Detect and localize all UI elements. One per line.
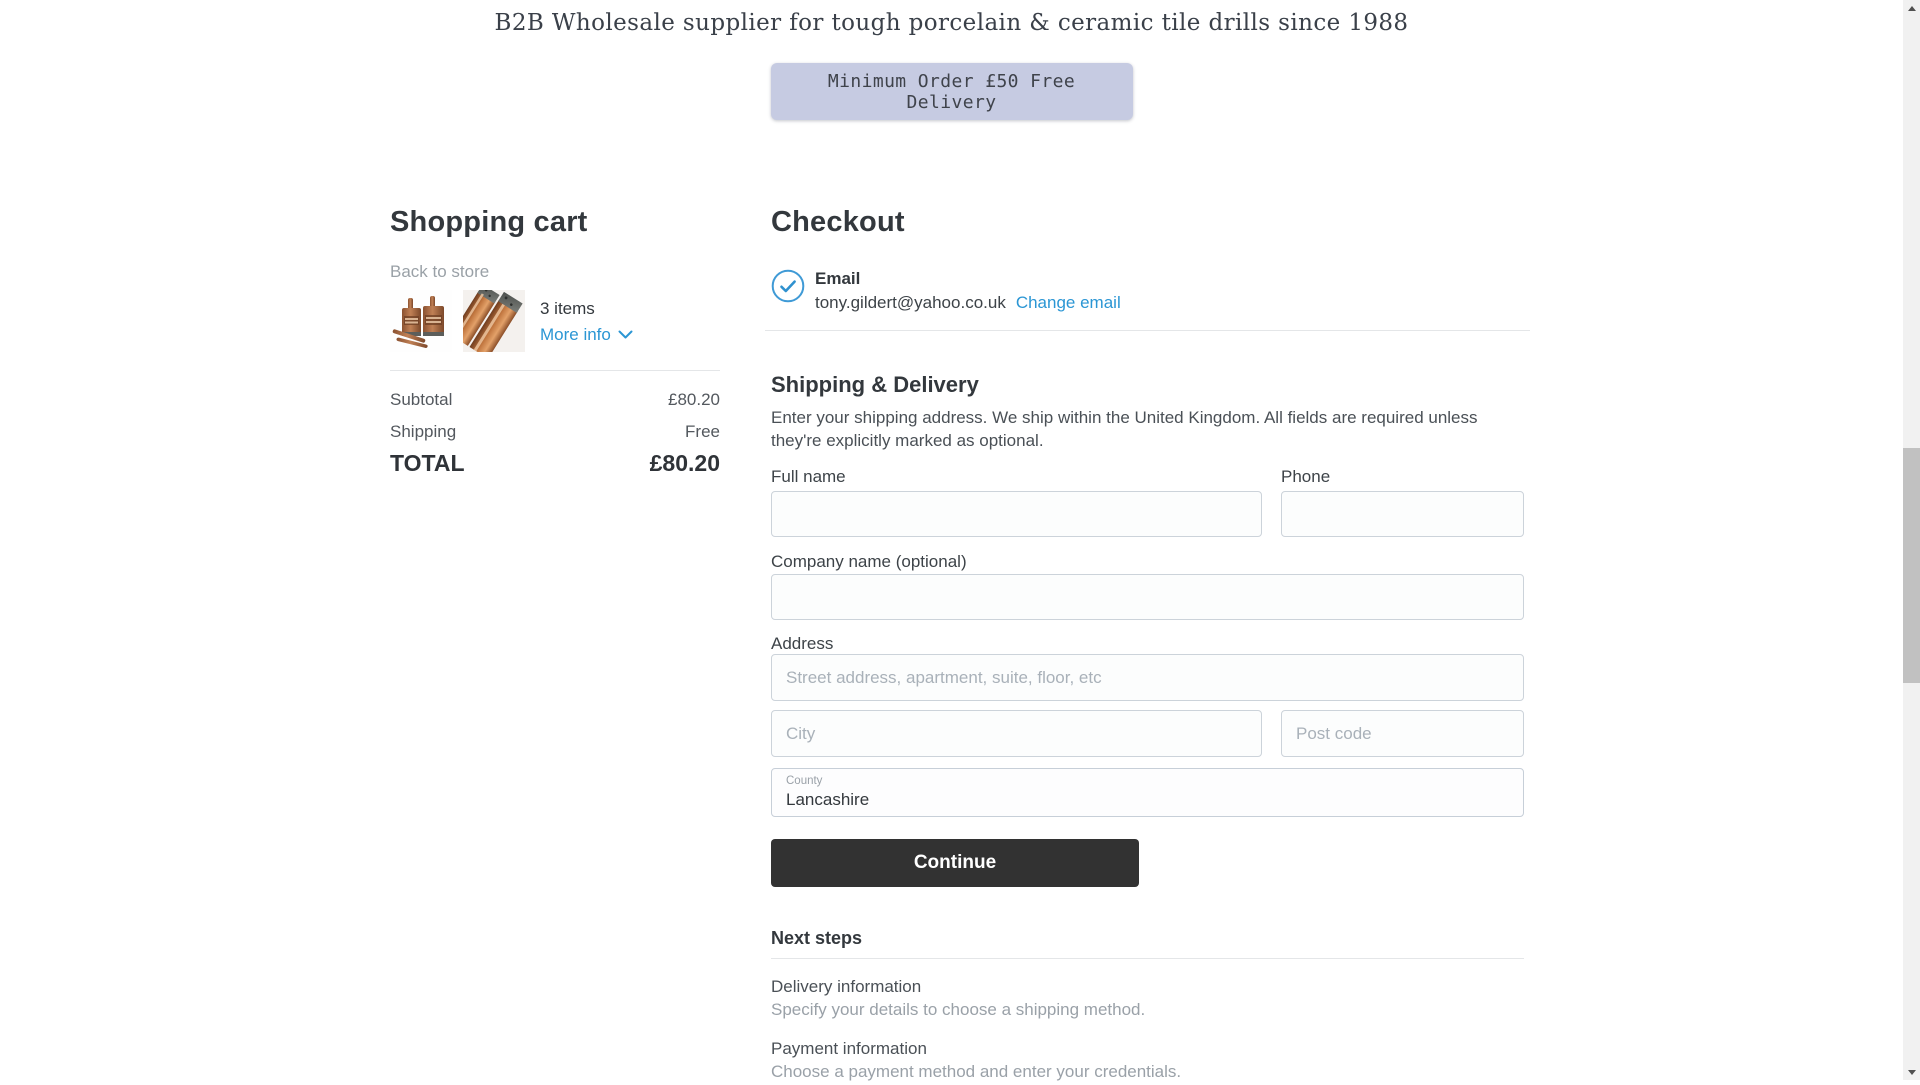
- checkout-panel: [771, 205, 1524, 1085]
- delivery-info-step-title: Delivery information: [771, 977, 922, 996]
- street-address-input[interactable]: [771, 654, 1524, 701]
- total-value: £80.20: [649, 450, 720, 476]
- continue-button[interactable]: Continue: [771, 839, 1139, 887]
- check-circle-icon: [771, 269, 805, 303]
- next-steps-divider: [771, 958, 1524, 959]
- email-step: [771, 269, 1121, 314]
- email-value: tony.gildert@yahoo.co.uk: [815, 293, 1006, 312]
- scroll-up-button[interactable]: [1903, 0, 1920, 16]
- full-name-input[interactable]: [771, 491, 1262, 537]
- phone-label: Phone: [1281, 467, 1331, 486]
- cart-item-thumbnail-1: [390, 290, 452, 352]
- company-name-label: Company name (optional): [771, 552, 967, 571]
- scrollbar-thumb[interactable]: [1903, 448, 1920, 683]
- more-info-toggle[interactable]: [540, 325, 633, 345]
- county-value: Lancashire: [786, 790, 870, 809]
- shopping-cart-panel: [390, 205, 720, 675]
- cart-items-count: 3 items: [540, 298, 595, 318]
- total-row: [390, 450, 720, 476]
- cart-items-summary: [540, 298, 633, 345]
- cart-item-thumbnail-2: [463, 290, 525, 352]
- back-to-store-link[interactable]: Back to store: [390, 262, 490, 281]
- payment-info-step-title: Payment information: [771, 1039, 927, 1058]
- city-input[interactable]: [771, 710, 1262, 757]
- subtotal-row: [390, 390, 720, 410]
- shipping-row: [390, 422, 720, 442]
- subtotal-label: Subtotal: [390, 390, 453, 409]
- promo-badge-text: Minimum Order £50 Free Delivery: [827, 70, 1076, 113]
- subtotal-value: £80.20: [668, 390, 720, 409]
- scroll-down-button[interactable]: [1903, 1064, 1920, 1080]
- more-info-label: More info: [540, 324, 611, 344]
- cart-items-row: [390, 290, 720, 352]
- email-step-label: Email: [815, 269, 861, 288]
- promo-badge: [771, 63, 1133, 120]
- chevron-down-icon: [618, 330, 633, 340]
- next-steps-title: Next steps: [771, 928, 863, 948]
- drill-bit-closeup-image: [463, 290, 525, 352]
- store-tagline: B2B Wholesale supplier for tough porcelain & ceramic tile drills since 1988: [494, 10, 1409, 36]
- cart-title: Shopping cart: [390, 206, 588, 238]
- full-name-label: Full name: [771, 467, 846, 486]
- county-label: County: [786, 775, 823, 787]
- total-label: TOTAL: [390, 450, 465, 476]
- address-label: Address: [771, 634, 834, 653]
- delivery-info-step-subtitle: Specify your details to choose a shipping method.: [771, 1000, 1146, 1019]
- email-section-divider: [765, 330, 1530, 331]
- company-name-input[interactable]: [771, 574, 1524, 620]
- cart-divider: [390, 370, 720, 371]
- shipping-value: Free: [685, 422, 720, 441]
- scroll-down-arrow-icon: [1908, 1070, 1916, 1075]
- email-line: [815, 292, 1121, 314]
- payment-info-step-subtitle: Choose a payment method and enter your credentials.: [771, 1062, 1182, 1081]
- core-drill-set-image: [390, 290, 452, 352]
- shipping-label: Shipping: [390, 422, 457, 441]
- vertical-scrollbar[interactable]: [1903, 0, 1920, 1080]
- county-field[interactable]: [771, 768, 1524, 817]
- shipping-section-title: Shipping & Delivery: [771, 372, 979, 397]
- postcode-input[interactable]: [1281, 710, 1524, 757]
- scroll-up-arrow-icon: [1908, 6, 1916, 11]
- email-step-text: [815, 269, 1121, 314]
- checkout-title: Checkout: [771, 206, 905, 238]
- shipping-description: Enter your shipping address. We ship within the United Kingdom. All fields are required unless they're explicitly marked as optional.: [771, 408, 1478, 450]
- change-email-link[interactable]: Change email: [1015, 293, 1121, 312]
- phone-input[interactable]: [1281, 491, 1524, 537]
